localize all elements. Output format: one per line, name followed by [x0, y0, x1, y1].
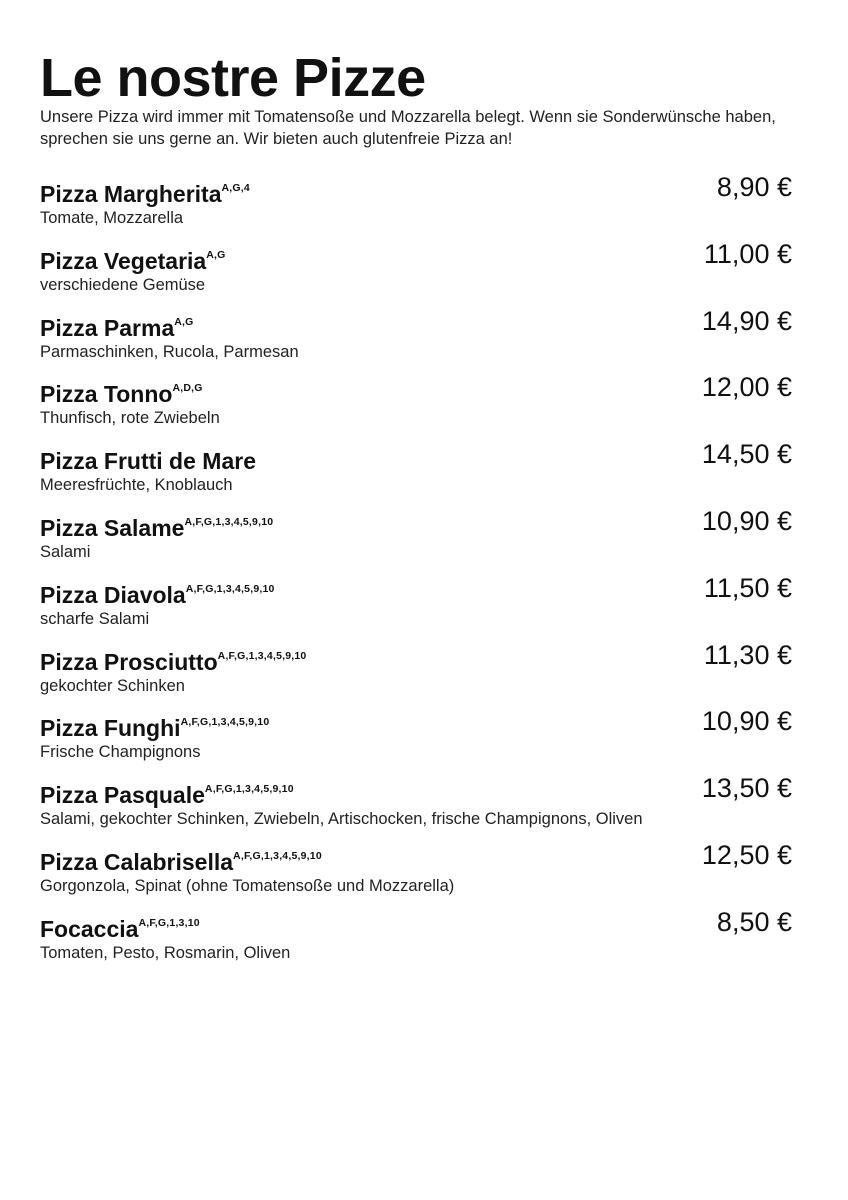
- item-description: Meeresfrüchte, Knoblauch: [40, 476, 233, 495]
- allergen-codes: A,F,G,1,3,4,5,9,10: [185, 582, 275, 595]
- allergen-codes: A,F,G,1,3,4,5,9,10: [233, 849, 322, 862]
- menu-list: [40, 174, 792, 976]
- item-description: Gorgonzola, Spinat (ohne Tomatensoße und Mozzarella): [40, 876, 455, 895]
- item-description: Salami: [40, 542, 91, 561]
- item-name: Pizza Frutti de Mare: [40, 448, 256, 475]
- menu-item: [40, 305, 792, 375]
- menu-item: [40, 708, 792, 775]
- item-name: Pizza Calabrisella: [40, 848, 234, 875]
- item-title: [40, 775, 792, 809]
- item-description: verschiedene Gemüse: [40, 275, 206, 294]
- item-title: [40, 906, 792, 943]
- item-title: [40, 639, 792, 676]
- item-name: Focaccia: [40, 915, 139, 942]
- item-name: Pizza Vegetaria: [40, 247, 207, 274]
- menu-item: [40, 839, 792, 909]
- allergen-codes: A,F,G,1,3,10: [138, 916, 200, 929]
- item-price: 11,00 €: [703, 238, 792, 269]
- item-price: 12,00 €: [701, 372, 792, 403]
- item-price: 14,50 €: [701, 439, 792, 470]
- item-name: Pizza Funghi: [40, 715, 181, 742]
- item-description: Tomaten, Pesto, Rosmarin, Oliven: [40, 943, 291, 962]
- item-description: gekochter Schinken: [40, 676, 185, 695]
- allergen-codes: A,F,G,1,3,4,5,9,10: [180, 716, 270, 729]
- intro-text: Unsere Pizza wird immer mit Tomatensoße und Mozzarella belegt. Wenn sie Sonderwünsche haben, sprechen sie uns gerne an. Wir bieten auch glutenfreie Pizza an!: [40, 108, 776, 148]
- item-name: Pizza Diavola: [40, 581, 186, 608]
- item-description: Thunfisch, rote Zwiebeln: [40, 409, 220, 428]
- menu-item: [40, 505, 792, 575]
- item-title: [40, 505, 792, 542]
- allergen-codes: A,F,G,1,3,4,5,9,10: [184, 515, 274, 528]
- item-name: Pizza Prosciutto: [40, 648, 218, 675]
- item-title: [40, 572, 792, 609]
- item-name: Pizza Parma: [40, 314, 175, 341]
- item-title: [40, 441, 792, 475]
- item-name: Pizza Pasquale: [40, 782, 205, 809]
- item-description: Frische Champignons: [40, 743, 201, 762]
- allergen-codes: A,G: [174, 315, 194, 328]
- item-price: 8,50 €: [716, 906, 792, 937]
- item-price: 10,90 €: [701, 505, 792, 536]
- item-description: Tomate, Mozzarella: [40, 209, 184, 227]
- allergen-codes: A,G,4: [221, 182, 250, 194]
- item-title: [40, 174, 792, 208]
- item-description: Parmaschinken, Rucola, Parmesan: [40, 342, 299, 361]
- menu-item: [40, 374, 792, 441]
- menu-item: [40, 238, 792, 308]
- item-title: [40, 374, 792, 408]
- item-title: [40, 305, 792, 342]
- allergen-codes: A,G: [206, 248, 226, 261]
- item-title: [40, 708, 792, 742]
- menu-item: [40, 572, 792, 642]
- menu-page: [40, 50, 792, 976]
- allergen-codes: A,F,G,1,3,4,5,9,10: [217, 649, 307, 662]
- menu-item: [40, 775, 792, 842]
- menu-item: [40, 906, 792, 976]
- item-price: 13,50 €: [701, 773, 792, 804]
- page-title: Le nostre Pizze: [40, 48, 426, 108]
- allergen-codes: A,D,G: [172, 382, 203, 395]
- item-price: 14,90 €: [701, 305, 792, 336]
- allergen-codes: A,F,G,1,3,4,5,9,10: [204, 783, 294, 796]
- item-price: 12,50 €: [701, 839, 792, 870]
- item-description: Salami, gekochter Schinken, Zwiebeln, Artischocken, frische Champignons, Oliven: [40, 810, 643, 829]
- item-name: Pizza Salame: [40, 514, 185, 541]
- item-description: scharfe Salami: [40, 609, 150, 628]
- item-price: 11,50 €: [703, 572, 792, 603]
- item-price: 8,90 €: [716, 172, 792, 202]
- menu-item: [40, 639, 792, 709]
- item-price: 10,90 €: [701, 706, 792, 737]
- item-name: Pizza Margherita: [40, 181, 222, 207]
- item-name: Pizza Tonno: [40, 381, 173, 408]
- item-title: [40, 839, 792, 876]
- item-price: 11,30 €: [703, 639, 792, 670]
- item-title: [40, 238, 792, 275]
- menu-item: [40, 174, 792, 241]
- menu-item: [40, 441, 792, 508]
